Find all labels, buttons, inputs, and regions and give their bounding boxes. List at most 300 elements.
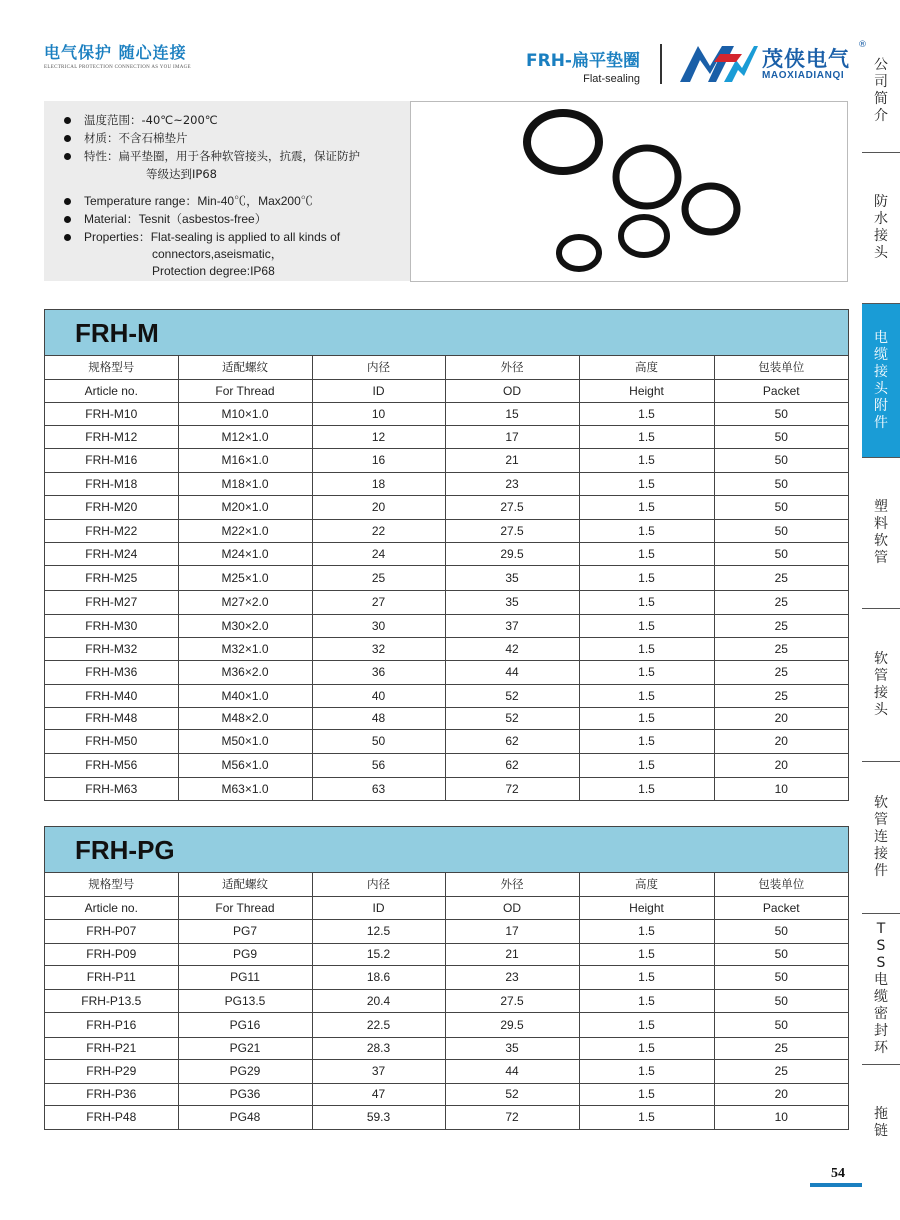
table-row: [45, 402, 848, 425]
nav-glyph: 软: [874, 795, 888, 811]
table-cell: 适配螺纹: [178, 873, 312, 896]
table-cell: 1.5: [579, 542, 714, 565]
nav-glyph: 管: [874, 812, 888, 828]
page-number: 54: [831, 1166, 845, 1181]
nav-glyph: 司: [874, 74, 888, 90]
header-divider: [660, 44, 662, 84]
table-row: [45, 565, 848, 590]
table-row: [45, 684, 848, 707]
nav-divider: [862, 1064, 900, 1065]
table-cell: M25×1.0: [178, 565, 312, 590]
nav-glyph: S: [876, 938, 886, 954]
table-cell: 62: [445, 753, 579, 777]
spec-temp-cn: 温度范围：-40℃~200℃: [64, 111, 410, 129]
table-cell: For Thread: [178, 379, 312, 402]
slogan: [44, 40, 244, 70]
nav-glyph: 介: [874, 108, 888, 124]
table-cell: FRH-M63: [45, 777, 178, 800]
nav-glyph: 电: [874, 329, 888, 346]
table-cell: 52: [445, 707, 579, 729]
nav-glyph: 连: [874, 829, 888, 845]
table-cell: 1.5: [579, 684, 714, 707]
table-cell: 规格型号: [45, 356, 178, 379]
table-cell: 25: [714, 1059, 848, 1083]
brand-logo: [680, 40, 870, 86]
product-title-block: [480, 46, 640, 85]
table-row: [45, 590, 848, 614]
table-cell: Article no.: [45, 379, 178, 402]
nav-glyph: 件: [874, 863, 888, 879]
table-row: [45, 1037, 848, 1059]
table-cell: 17: [445, 425, 579, 448]
table-cell: 59.3: [312, 1105, 445, 1129]
table-cell: 高度: [579, 873, 714, 896]
nav-glyph: 管: [874, 550, 888, 566]
table-cell: 1.5: [579, 495, 714, 519]
spec-box: [44, 101, 410, 281]
table-cell: 1.5: [579, 565, 714, 590]
table-cell: 50: [714, 402, 848, 425]
table-cell: 10: [714, 1105, 848, 1129]
nav-item-1[interactable]: [862, 153, 900, 303]
table-cell: 20: [312, 495, 445, 519]
table-cell: M63×1.0: [178, 777, 312, 800]
table-cell: Packet: [714, 896, 848, 919]
table-cell: 25: [714, 660, 848, 684]
table-cell: 50: [714, 425, 848, 448]
frh-m-title: FRH-M: [75, 318, 159, 348]
table-cell: 63: [312, 777, 445, 800]
table-cell: 50: [714, 542, 848, 565]
nav-glyph: 防: [874, 194, 888, 210]
table-cell: 1.5: [579, 965, 714, 989]
nav-glyph: 环: [874, 1040, 888, 1056]
table-cell: 1.5: [579, 919, 714, 943]
nav-glyph: 电: [874, 972, 888, 988]
nav-glyph: 软: [874, 533, 888, 549]
table-cell: 47: [312, 1083, 445, 1105]
table-cell: FRH-M36: [45, 660, 178, 684]
table-row: [45, 614, 848, 637]
table-cell: 21: [445, 448, 579, 472]
table-cell: FRH-M20: [45, 495, 178, 519]
table-cell: 50: [714, 965, 848, 989]
table-cell: PG9: [178, 943, 312, 965]
nav-glyph: 接: [874, 228, 888, 244]
table-cell: 62: [445, 729, 579, 753]
table-cell: PG36: [178, 1083, 312, 1105]
table-cell: 25: [714, 1037, 848, 1059]
table-row: [45, 707, 848, 729]
table-cell: FRH-M30: [45, 614, 178, 637]
table-cell: 包装单位: [714, 356, 848, 379]
table-cell: 22: [312, 519, 445, 542]
nav-glyph: 拖: [874, 1105, 888, 1122]
table-cell: 37: [312, 1059, 445, 1083]
table-cell: 50: [714, 472, 848, 495]
nav-glyph: 简: [874, 91, 888, 107]
table-row: [45, 542, 848, 565]
nav-item-label: [874, 921, 888, 1057]
table-cell: Packet: [714, 379, 848, 402]
table-cell: 10: [312, 402, 445, 425]
nav-glyph: S: [876, 955, 886, 971]
table-cell: 36: [312, 660, 445, 684]
table-cell: 外径: [445, 356, 579, 379]
table-cell: FRH-P16: [45, 1012, 178, 1037]
nav-item-6[interactable]: [862, 914, 900, 1064]
brand-mark-icon: [680, 42, 758, 84]
nav-item-label: [874, 330, 888, 432]
table-cell: PG16: [178, 1012, 312, 1037]
table-row: [45, 637, 848, 660]
table-cell: 1.5: [579, 707, 714, 729]
nav-glyph: 附: [874, 397, 888, 414]
table-row: [45, 519, 848, 542]
table-cell: 1.5: [579, 1105, 714, 1129]
table-cell: M10×1.0: [178, 402, 312, 425]
table-cell: 29.5: [445, 542, 579, 565]
nav-glyph: 塑: [874, 499, 888, 515]
spec-properties-cn: 特性：扁平垫圈，用于各种软管接头，抗震，保证防护 等级达到IP68: [64, 147, 410, 183]
table-cell: 50: [714, 989, 848, 1012]
table-cell: 27: [312, 590, 445, 614]
table-cell: 1.5: [579, 614, 714, 637]
nav-item-2[interactable]: [862, 304, 900, 457]
table-cell: 30: [312, 614, 445, 637]
table-cell: 20: [714, 729, 848, 753]
table-cell: PG11: [178, 965, 312, 989]
product-title: FRH-扁平垫圈: [526, 51, 640, 71]
table-cell: M18×1.0: [178, 472, 312, 495]
table-cell: 1.5: [579, 989, 714, 1012]
nav-glyph: 水: [874, 211, 888, 227]
nav-glyph: 管: [874, 668, 888, 684]
table-cell: M16×1.0: [178, 448, 312, 472]
table-row: [45, 919, 848, 943]
table-cell: 20: [714, 1083, 848, 1105]
nav-item-5[interactable]: [862, 762, 900, 913]
table-cell: OD: [445, 379, 579, 402]
table-cell: FRH-M27: [45, 590, 178, 614]
table-cell: 22.5: [312, 1012, 445, 1037]
nav-glyph: 密: [874, 1006, 888, 1022]
table-cell: 18: [312, 472, 445, 495]
table-cell: 40: [312, 684, 445, 707]
table-cell: 27.5: [445, 519, 579, 542]
nav-glyph: 料: [874, 516, 888, 532]
table-cell: FRH-P07: [45, 919, 178, 943]
nav-glyph: 头: [874, 245, 888, 261]
table-cell: 1.5: [579, 753, 714, 777]
page-number-bar: [810, 1183, 862, 1187]
table-cell: 23: [445, 472, 579, 495]
table-cell: 20.4: [312, 989, 445, 1012]
nav-divider: [862, 457, 900, 458]
table-row: [45, 1059, 848, 1083]
table-cell: 25: [312, 565, 445, 590]
table-cell: 23: [445, 965, 579, 989]
table-cell: 12.5: [312, 919, 445, 943]
table-cell: 17: [445, 919, 579, 943]
table-cell: 15: [445, 402, 579, 425]
table-cell: 10: [714, 777, 848, 800]
table-cell: PG29: [178, 1059, 312, 1083]
table-cell: ID: [312, 379, 445, 402]
table-row: [45, 425, 848, 448]
table-cell: 50: [714, 919, 848, 943]
table-cell: M50×1.0: [178, 729, 312, 753]
spec-material-cn: 材质：不含石棉垫片: [64, 129, 410, 147]
nav-item-7[interactable]: [862, 1065, 900, 1180]
table-cell: 1.5: [579, 1037, 714, 1059]
table-cell: Height: [579, 896, 714, 919]
table-cell: 1.5: [579, 729, 714, 753]
table-cell: M27×2.0: [178, 590, 312, 614]
table-cell: For Thread: [178, 896, 312, 919]
table-cell: FRH-P13.5: [45, 989, 178, 1012]
table-cell: 29.5: [445, 1012, 579, 1037]
frh-pg-title: FRH-PG: [75, 835, 175, 865]
table-cell: 28.3: [312, 1037, 445, 1059]
table-header-cn: [45, 873, 848, 896]
table-cell: FRH-M16: [45, 448, 178, 472]
nav-glyph: 封: [874, 1023, 888, 1039]
table-cell: 27.5: [445, 495, 579, 519]
table-cell: 50: [714, 943, 848, 965]
table-cell: 1.5: [579, 519, 714, 542]
table-row: [45, 495, 848, 519]
table-cell: 50: [714, 495, 848, 519]
table-cell: FRH-P36: [45, 1083, 178, 1105]
frh-pg-title-bar: [45, 827, 848, 873]
nav-glyph: 接: [874, 846, 888, 862]
spec-material-en: Material：Tesnit（asbestos-free）: [64, 210, 410, 228]
table-cell: M12×1.0: [178, 425, 312, 448]
slogan-en: ELECTRICAL PROTECTION CONNECTION AS YOU IMAGE: [44, 65, 191, 70]
table-cell: 44: [445, 660, 579, 684]
table-cell: M56×1.0: [178, 753, 312, 777]
table-cell: M36×2.0: [178, 660, 312, 684]
table-cell: 44: [445, 1059, 579, 1083]
table-cell: FRH-M18: [45, 472, 178, 495]
table-row: [45, 965, 848, 989]
nav-divider: [862, 913, 900, 914]
table-cell: 内径: [312, 873, 445, 896]
nav-glyph: 接: [874, 685, 888, 701]
slogan-cn: 电气保护 随心连接: [44, 43, 187, 62]
nav-divider: [862, 152, 900, 153]
nav-divider: [862, 303, 900, 304]
table-cell: 25: [714, 614, 848, 637]
nav-item-label: [874, 1106, 888, 1140]
table-row: [45, 448, 848, 472]
nav-glyph: 接: [874, 363, 888, 380]
table-cell: FRH-P09: [45, 943, 178, 965]
spec-temp-en: Temperature range：Min-40℃，Max200℃: [64, 192, 410, 210]
nav-item-0[interactable]: [862, 30, 900, 152]
table-row: [45, 1012, 848, 1037]
nav-item-label: [874, 499, 888, 567]
table-header-en: [45, 379, 848, 402]
table-cell: 规格型号: [45, 873, 178, 896]
brand-name-cn: 茂侠电气: [762, 47, 850, 71]
table-row: [45, 943, 848, 965]
table-cell: 适配螺纹: [178, 356, 312, 379]
table-cell: M32×1.0: [178, 637, 312, 660]
table-cell: FRH-P11: [45, 965, 178, 989]
nav-item-label: [874, 651, 888, 719]
table-row: [45, 729, 848, 753]
nav-glyph: 软: [874, 651, 888, 667]
table-cell: PG13.5: [178, 989, 312, 1012]
table-cell: 42: [445, 637, 579, 660]
table-cell: 18.6: [312, 965, 445, 989]
table-cell: 50: [312, 729, 445, 753]
table-cell: FRH-P29: [45, 1059, 178, 1083]
spec-properties-en: Properties：Flat-sealing is applied to all kinds of connectors,aseismatic， Protection degree:IP68: [64, 228, 410, 280]
table-cell: ID: [312, 896, 445, 919]
table-cell: 35: [445, 1037, 579, 1059]
nav-divider: [862, 761, 900, 762]
nav-glyph: 缆: [874, 989, 888, 1005]
table-cell: 1.5: [579, 472, 714, 495]
table-cell: 25: [714, 565, 848, 590]
side-navigation: [862, 0, 900, 1220]
frh-m-table: [44, 309, 849, 801]
table-row: [45, 1105, 848, 1129]
table-cell: 32: [312, 637, 445, 660]
table-cell: 包装单位: [714, 873, 848, 896]
table-row: [45, 989, 848, 1012]
table-cell: 25: [714, 637, 848, 660]
table-cell: M22×1.0: [178, 519, 312, 542]
registered-mark: ®: [858, 40, 867, 50]
table-cell: 25: [714, 590, 848, 614]
table-cell: 48: [312, 707, 445, 729]
table-cell: 52: [445, 1083, 579, 1105]
table-header-en: [45, 896, 848, 919]
table-cell: 24: [312, 542, 445, 565]
table-cell: 1.5: [579, 590, 714, 614]
table-cell: FRH-M10: [45, 402, 178, 425]
brand-pinyin: MAOXIADIANQI: [762, 70, 845, 81]
table-cell: 50: [714, 448, 848, 472]
table-cell: 21: [445, 943, 579, 965]
nav-divider: [862, 608, 900, 609]
table-cell: 27.5: [445, 989, 579, 1012]
product-subtitle: Flat-sealing: [583, 73, 640, 85]
table-cell: 52: [445, 684, 579, 707]
nav-item-label: [874, 795, 888, 880]
table-cell: FRH-M12: [45, 425, 178, 448]
table-cell: M48×2.0: [178, 707, 312, 729]
table-cell: 1.5: [579, 943, 714, 965]
nav-item-3[interactable]: [862, 458, 900, 608]
nav-item-4[interactable]: [862, 609, 900, 761]
table-cell: FRH-M32: [45, 637, 178, 660]
table-cell: FRH-P48: [45, 1105, 178, 1129]
nav-glyph: 头: [874, 380, 888, 397]
table-cell: 50: [714, 519, 848, 542]
table-cell: 高度: [579, 356, 714, 379]
table-cell: FRH-M56: [45, 753, 178, 777]
table-row: [45, 660, 848, 684]
table-cell: M30×2.0: [178, 614, 312, 637]
table-cell: 12: [312, 425, 445, 448]
nav-glyph: 头: [874, 702, 888, 718]
nav-glyph: 缆: [874, 346, 888, 363]
table-row: [45, 472, 848, 495]
nav-item-label: [874, 57, 888, 125]
table-cell: 35: [445, 590, 579, 614]
table-cell: 50: [714, 1012, 848, 1037]
table-cell: 1.5: [579, 777, 714, 800]
table-row: [45, 1083, 848, 1105]
table-row: [45, 777, 848, 800]
table-cell: 25: [714, 684, 848, 707]
table-cell: PG48: [178, 1105, 312, 1129]
nav-glyph: 公: [874, 57, 888, 73]
table-cell: 15.2: [312, 943, 445, 965]
table-cell: 20: [714, 753, 848, 777]
nav-item-label: [874, 194, 888, 262]
table-cell: PG21: [178, 1037, 312, 1059]
table-cell: 1.5: [579, 448, 714, 472]
frh-pg-table: [44, 826, 849, 1130]
product-photo: [410, 101, 848, 282]
table-cell: 37: [445, 614, 579, 637]
table-cell: OD: [445, 896, 579, 919]
table-header-cn: [45, 356, 848, 379]
table-cell: 16: [312, 448, 445, 472]
table-cell: FRH-M50: [45, 729, 178, 753]
table-cell: 1.5: [579, 425, 714, 448]
table-cell: 20: [714, 707, 848, 729]
table-cell: 56: [312, 753, 445, 777]
nav-glyph: T: [876, 921, 886, 937]
table-cell: FRH-M40: [45, 684, 178, 707]
table-cell: PG7: [178, 919, 312, 943]
frh-m-title-bar: [45, 310, 848, 356]
table-cell: M24×1.0: [178, 542, 312, 565]
table-cell: 72: [445, 777, 579, 800]
table-cell: 1.5: [579, 1012, 714, 1037]
gasket-rings-image: [411, 102, 847, 281]
table-cell: Article no.: [45, 896, 178, 919]
table-cell: 35: [445, 565, 579, 590]
table-cell: 72: [445, 1105, 579, 1129]
table-cell: FRH-M22: [45, 519, 178, 542]
table-cell: 外径: [445, 873, 579, 896]
table-cell: M40×1.0: [178, 684, 312, 707]
nav-glyph: 链: [874, 1122, 888, 1139]
table-cell: M20×1.0: [178, 495, 312, 519]
table-cell: 1.5: [579, 660, 714, 684]
table-cell: Height: [579, 379, 714, 402]
table-cell: 1.5: [579, 637, 714, 660]
table-row: [45, 753, 848, 777]
table-cell: 1.5: [579, 402, 714, 425]
table-cell: 内径: [312, 356, 445, 379]
nav-glyph: 件: [874, 414, 888, 431]
table-cell: FRH-P21: [45, 1037, 178, 1059]
table-cell: FRH-M24: [45, 542, 178, 565]
table-cell: 1.5: [579, 1059, 714, 1083]
table-cell: FRH-M25: [45, 565, 178, 590]
table-cell: FRH-M48: [45, 707, 178, 729]
table-cell: 1.5: [579, 1083, 714, 1105]
